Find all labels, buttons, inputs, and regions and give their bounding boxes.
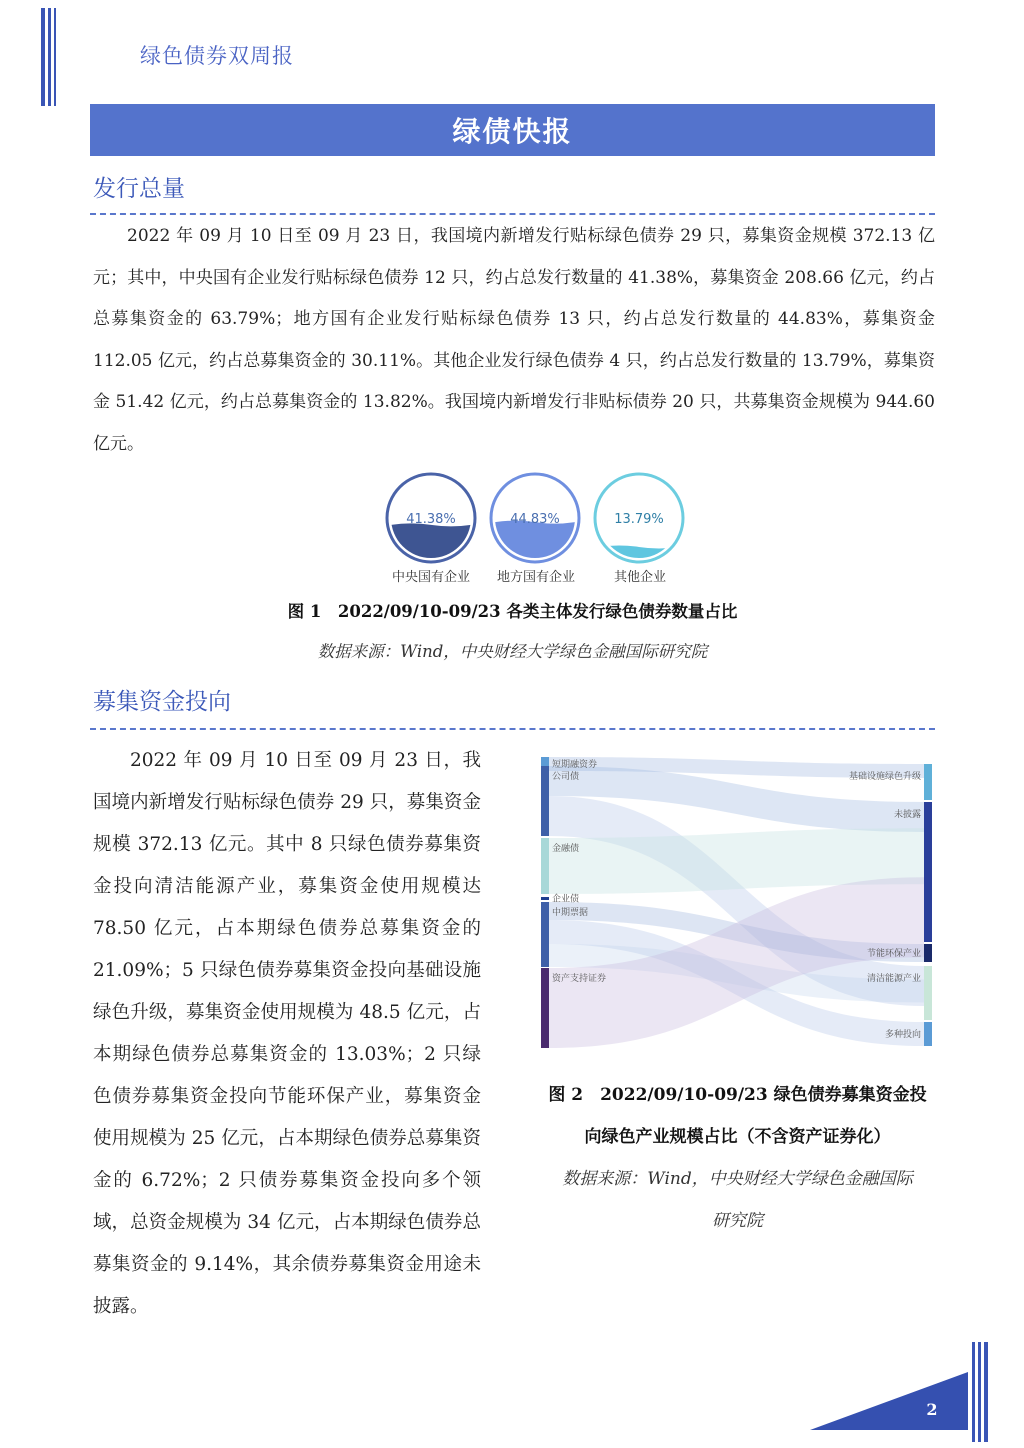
sankey-links bbox=[549, 757, 924, 1048]
circle-label-local-soe: 地方国有企业 bbox=[496, 570, 575, 585]
sankey-target-label: 未披露 bbox=[893, 810, 921, 820]
footer-decor-bar bbox=[984, 1342, 988, 1442]
figure2-source-line1: 数据来源：Wind，中央财经大学绿色金融国际 bbox=[562, 1169, 913, 1189]
sankey-source-label: 中期票据 bbox=[552, 908, 589, 918]
sankey-source-label: 公司债 bbox=[552, 772, 580, 782]
figure1-source: 数据来源：Wind，中央财经大学绿色金融国际研究院 bbox=[317, 642, 708, 661]
figure2-caption-line1: 图 2 2022/09/10-09/23 绿色债券募集资金投 bbox=[548, 1085, 927, 1105]
section-divider bbox=[90, 728, 935, 730]
header-decor-bar bbox=[48, 8, 51, 106]
sankey-target-label: 多种投向 bbox=[884, 1030, 921, 1040]
circle-label-other: 其他企业 bbox=[613, 570, 666, 585]
sankey-target-node bbox=[924, 802, 932, 942]
section-divider bbox=[90, 213, 935, 215]
sankey-target-node bbox=[924, 1022, 932, 1046]
sankey-source-node bbox=[541, 902, 549, 967]
header-decor-bar bbox=[54, 8, 56, 106]
circle-value-label: 13.79% bbox=[614, 512, 664, 527]
sankey-source-label: 金融债 bbox=[552, 844, 580, 854]
figure1-caption: 图 1 2022/09/10-09/23 各类主体发行绿色债券数量占比 bbox=[287, 602, 738, 621]
sankey-target-node bbox=[924, 944, 932, 962]
sankey-source-node bbox=[541, 838, 549, 894]
figure2-chart bbox=[538, 752, 938, 1052]
sankey-target-label: 清洁能源产业 bbox=[866, 974, 921, 984]
circle-value-label: 44.83% bbox=[510, 512, 560, 527]
fill-circle bbox=[595, 474, 683, 562]
circle-value-label: 41.38% bbox=[406, 512, 456, 527]
sankey-target-node bbox=[924, 764, 932, 800]
circle-label-central-soe: 中央国有企业 bbox=[391, 570, 470, 585]
figure2-source-line2: 研究院 bbox=[712, 1211, 763, 1231]
sankey-source-label: 企业债 bbox=[552, 894, 580, 905]
report-title: 绿色债券双周报 bbox=[140, 44, 294, 68]
sankey-source-label: 短期融资券 bbox=[552, 760, 598, 770]
footer-triangle bbox=[810, 1372, 970, 1432]
sankey-source-node bbox=[541, 897, 549, 900]
sankey-source-node bbox=[541, 766, 549, 836]
sankey-target-node bbox=[924, 966, 932, 1020]
sankey-source-node bbox=[541, 968, 549, 1048]
issuance-paragraph: 2022 年 09 月 10 日至 09 月 23 日，我国境内新增发行贴标绿色债券 29 只，募集资金规模 372.13 亿元；其中，中央国有企业发行贴标绿色债券 12 只，约占总发行数量的 41.38%，募集资金 208.66 亿元，约占总募集资金的 63.79%；地方国有企业发行贴标绿色债券 13 只，约占总发行数量的 44.83%，募集资金 112.05 亿元，约占总募集资金的 30.11%。其他企业发行绿色债券 4 只，约占总发行数量的 13.79%，募集资金 51.42 亿元，约占总募集资金的 13.82%。我国境内新增发行非贴标债券 20 只，共募集资金规模为 944.60 亿元。 bbox=[93, 226, 935, 454]
use-of-proceeds-paragraph: 2022 年 09 月 10 日至 09 月 23 日，我国境内新增发行贴标绿色债券 29 只，募集资金规模 372.13 亿元。其中 8 只绿色债券募集资金投向清洁能源产业，募集资金使用规模达 78.50 亿元，占本期绿色债券总募集资金的 21.09%；5 只绿色债券募集资金投向基础设施绿色升级，募集资金使用规模为 48.5 亿元，占本期绿色债券总募集资金的 13.03%；2 只绿色债券募集资金投向节能环保产业，募集资金使用规模为 25 亿元，占本期绿色债券总募集资金的 6.72%；2 只债券募集资金投向多个领域，总资金规模为 34 亿元，占本期绿色债券总募集资金的 9.14%，其余债券募集资金用途未披露。 bbox=[93, 750, 481, 1317]
circle-fill-level bbox=[391, 523, 471, 560]
section-title-issuance: 发行总量 bbox=[93, 176, 185, 202]
section-title-use-of-proceeds: 募集资金投向 bbox=[93, 689, 231, 715]
fill-circle bbox=[491, 474, 579, 562]
page-number: 2 bbox=[926, 1400, 938, 1419]
sankey-target-label: 基础设施绿色升级 bbox=[848, 772, 921, 782]
figure2-caption-line2: 向绿色产业规模占比（不含资产证券化） bbox=[584, 1127, 891, 1147]
section-banner: 绿债快报 bbox=[90, 104, 935, 156]
footer-decor-bar bbox=[978, 1342, 981, 1442]
sankey-target-label: 节能环保产业 bbox=[866, 949, 921, 959]
fill-circle bbox=[387, 474, 475, 562]
sankey-source-label: 资产支持证券 bbox=[552, 974, 607, 984]
footer-decor-bar bbox=[972, 1342, 975, 1442]
header-decor-bar bbox=[41, 8, 45, 106]
sankey-diagram bbox=[538, 752, 938, 1052]
